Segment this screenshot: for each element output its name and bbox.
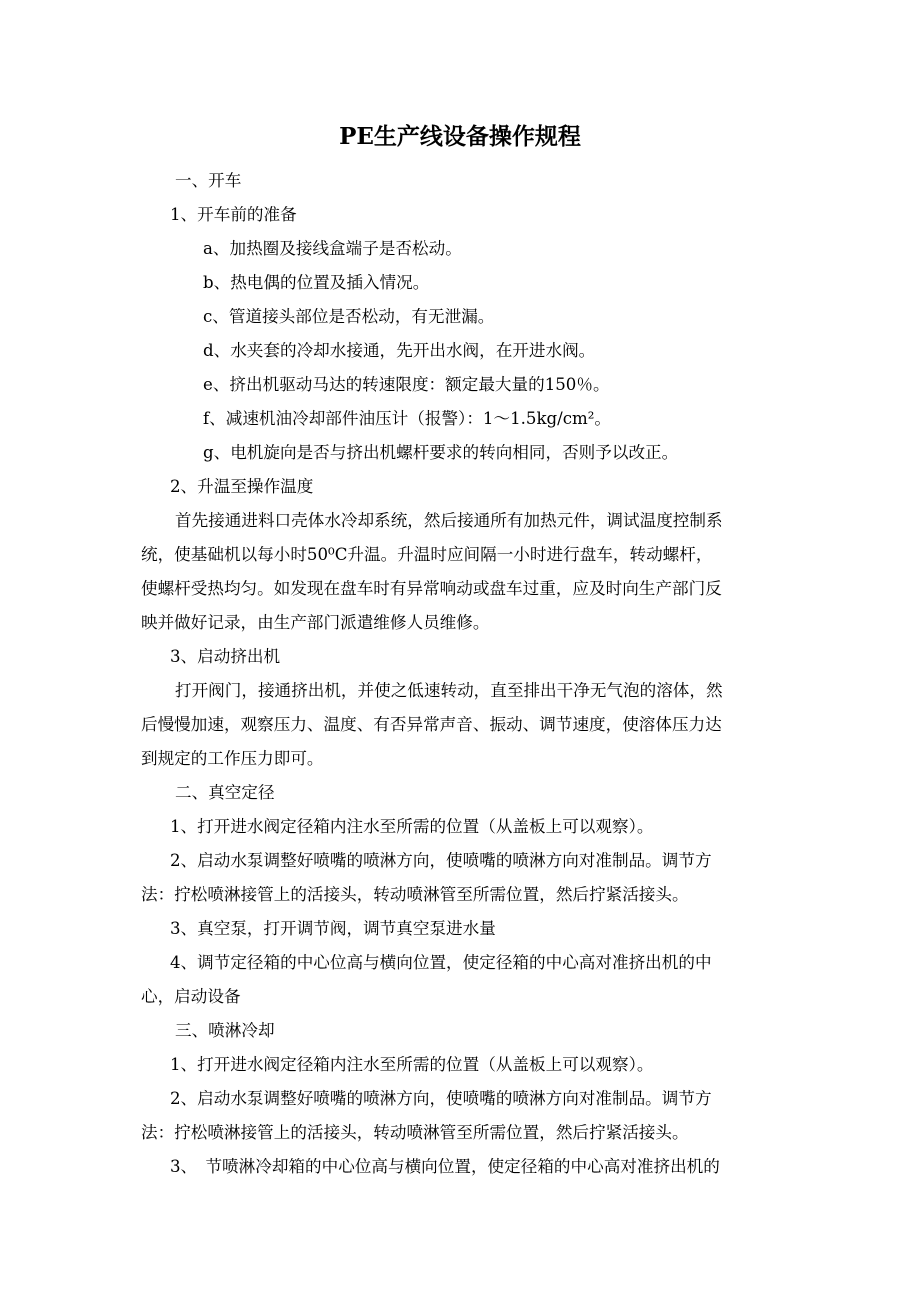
paragraph-line: 打开阀门，接通挤出机，并使之低速转动，直至排出干净无气泡的溶体，然 [175, 681, 723, 700]
paragraph-line: 4、调节定径箱的中心位高与横向位置，使定径箱的中心高对准挤出机的中 [170, 953, 712, 972]
section-heading: 二、真空定径 [175, 783, 275, 802]
paragraph-line: 法：拧松喷淋接管上的活接头，转动喷淋管至所需位置，然后拧紧活接头。 [141, 1123, 689, 1142]
subsection-heading: 1、开车前的准备 [170, 205, 297, 224]
document-title: PE生产线设备操作规程 [339, 123, 581, 150]
list-item: a、加热圈及接线盒端子是否松动。 [203, 239, 462, 258]
subsection-heading: 2、升温至操作温度 [170, 477, 314, 496]
paragraph-line: 3、真空泵，打开调节阀，调节真空泵进水量 [170, 919, 496, 938]
paragraph-line: 到规定的工作压力即可。 [141, 749, 324, 768]
paragraph-line: 心，启动设备 [141, 987, 241, 1006]
list-item: f、减速机油冷却部件油压计（报警）：1～1.5kg/cm²。 [203, 409, 612, 428]
paragraph-line: 2、启动水泵调整好喷嘴的喷淋方向，使喷嘴的喷淋方向对准制品。调节方 [170, 1089, 712, 1108]
list-item: g、电机旋向是否与挤出机螺杆要求的转向相同，否则予以改正。 [203, 443, 679, 462]
list-item: c、管道接头部位是否松动，有无泄漏。 [203, 307, 495, 326]
paragraph-line: 3、 节喷淋冷却箱的中心位高与横向位置，使定径箱的中心高对准挤出机的 [170, 1157, 720, 1176]
paragraph-line: 1、打开进水阀定径箱内注水至所需的位置（从盖板上可以观察）。 [170, 817, 654, 836]
paragraph-line: 映并做好记录，由生产部门派遣维修人员维修。 [141, 613, 490, 632]
paragraph-line: 统，使基础机以每小时50⁰C升温。升温时应间隔一小时进行盘车，转动螺杆， [141, 545, 713, 564]
section-heading: 三、喷淋冷却 [175, 1021, 275, 1040]
list-item: b、热电偶的位置及插入情况。 [203, 273, 430, 292]
section-heading: 一、开车 [175, 171, 242, 190]
list-item: d、水夹套的冷却水接通，先开出水阀，在开进水阀。 [203, 341, 596, 360]
paragraph-line: 使螺杆受热均匀。如发现在盘车时有异常响动或盘车过重，应及时向生产部门反 [141, 579, 722, 598]
paragraph-line: 2、启动水泵调整好喷嘴的喷淋方向，使喷嘴的喷淋方向对准制品。调节方 [170, 851, 712, 870]
paragraph-line: 首先接通进料口壳体水冷却系统，然后接通所有加热元件，调试温度控制系 [175, 511, 723, 530]
list-item: e、挤出机驱动马达的转速限度：额定最大量的150％。 [203, 375, 610, 394]
document-body [141, 164, 791, 1184]
paragraph-line: 法：拧松喷淋接管上的活接头，转动喷淋管至所需位置，然后拧紧活接头。 [141, 885, 689, 904]
subsection-heading: 3、启动挤出机 [170, 647, 281, 666]
paragraph-line: 1、打开进水阀定径箱内注水至所需的位置（从盖板上可以观察）。 [170, 1055, 654, 1074]
paragraph-line: 后慢慢加速，观察压力、温度、有否异常声音、振动、调节速度，使溶体压力达 [141, 715, 722, 734]
